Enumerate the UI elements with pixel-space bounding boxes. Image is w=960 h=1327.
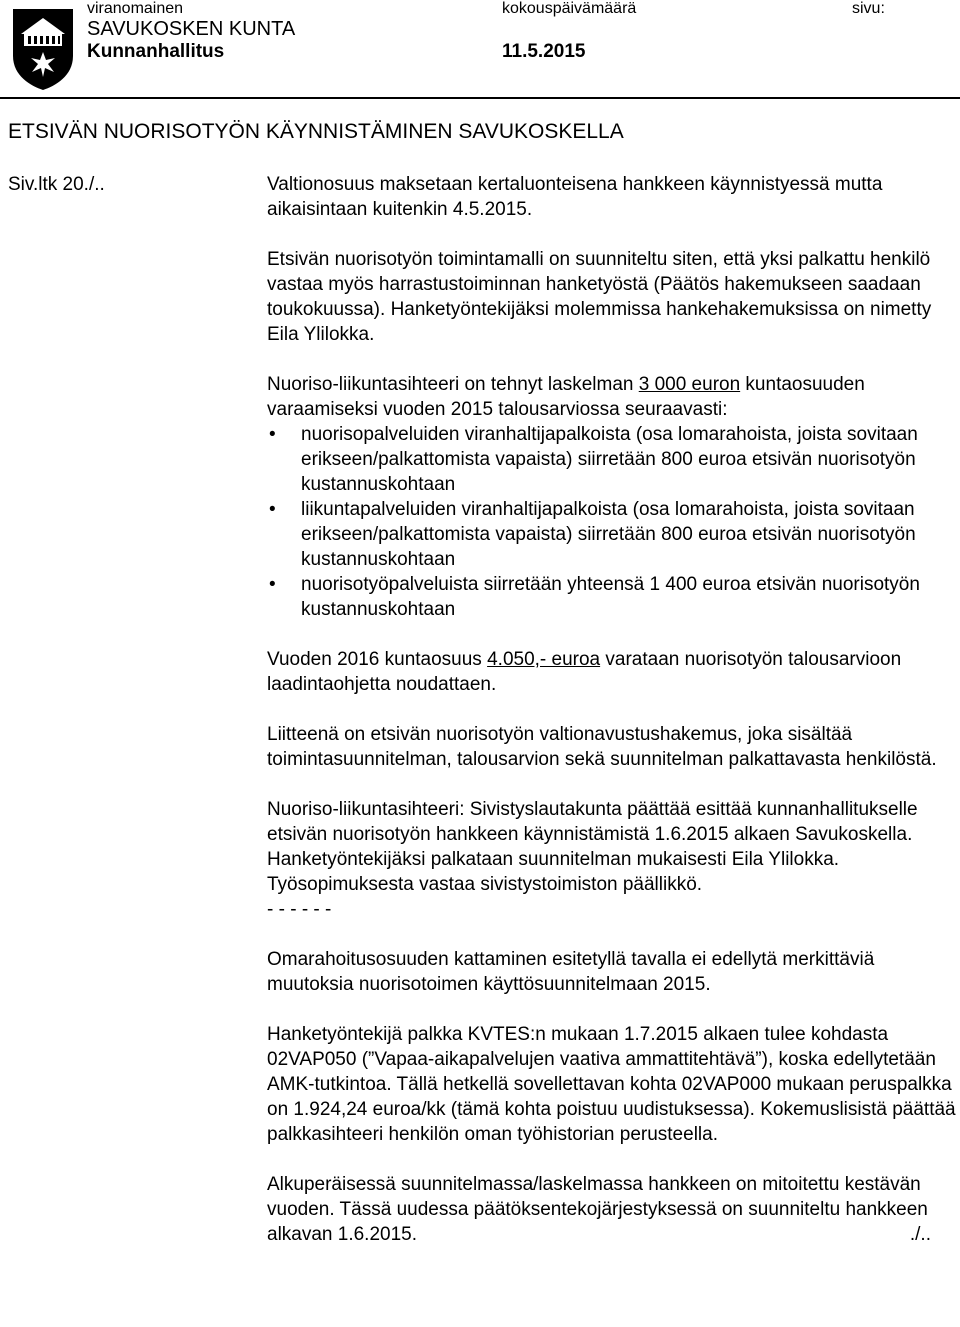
authority-label: viranomainen: [87, 0, 184, 17]
meeting-date: 11.5.2015: [502, 41, 586, 62]
list-item: • nuorisopalveluiden viranhaltijapalkoista (osa lomarahoista, joista sovitaan erikseen/palkattomista vapaista) siirretään 800 euroa etsivän nuorisotyön kustannuskohtaan: [269, 424, 918, 495]
bullet-icon: •: [269, 574, 276, 595]
page-label: sivu:: [852, 0, 885, 17]
document-body: [267, 172, 957, 1272]
paragraph-hiring: Hanketyöntekijäksi palkataan suunnitelman mukaisesti Eila Ylilokka.: [267, 849, 840, 870]
governing-body: Kunnanhallitus: [87, 41, 225, 62]
bullet-icon: •: [269, 499, 276, 520]
paragraph-operating-model: Etsivän nuorisotyön toimintamalli on suunniteltu siten, että yksi palkattu henkilö vastaa myös harrastustoiminnan hanketyöstä (Päätös hakemukseen saadaan toukokuussa). Hanketyöntekijäksi molemmissa hankehakemuksissa on nimetty Eila Ylilokka.: [267, 249, 932, 345]
list-item: • liikuntapalveluiden viranhaltijapalkoista (osa lomarahoista, joista sovitaan erikseen/palkattomista vapaista) siirretään 800 euroa etsivän nuorisotyön kustannuskohtaan: [269, 499, 916, 570]
continuation-mark: ./..: [909, 1224, 931, 1245]
bullet-icon: •: [269, 424, 276, 445]
meeting-date-label: kokouspäivämäärä: [502, 0, 637, 17]
paragraph-contract: Työsopimuksesta vastaa sivistystoimiston päällikkö.: [267, 874, 703, 895]
municipality-coat-of-arms: [10, 6, 76, 92]
paragraph-state-funding: Valtionosuus maksetaan kertaluonteisena hankkeen käynnistyessä mutta aikaisintaan kuitenkin 4.5.2015.: [267, 174, 883, 220]
allocation-list: [267, 422, 957, 622]
amount-3000: 3 000 euron: [638, 374, 741, 395]
paragraph-attachment: Liitteenä on etsivän nuorisotyön valtionavustushakemus, joka sisältää toimintasuunnitelman, talousarvion sekä suunnitelman palkattavasta henkilöstä.: [267, 724, 937, 770]
paragraph-own-funding: Omarahoitusosuuden kattaminen esitetyllä tavalla ei edellytä merkittäviä muutoksia nuorisotoimen käyttösuunnitelmaan 2015.: [267, 949, 875, 995]
amount-4050: 4.050,- euroa: [487, 649, 601, 670]
paragraph-calculation: Nuoriso-liikuntasihteeri on tehnyt laskelman 3 000 euron kuntaosuuden varaamiseksi vuoden 2015 talousarviossa seuraavasti:: [267, 374, 865, 420]
paragraph-proposal: Nuoriso-liikuntasihteeri: Sivistyslautakunta päättää esittää kunnanhallitukselle etsivän nuorisotyön hankkeen käynnistämistä 1.6.2015 alkaen Savukoskella.: [267, 799, 918, 845]
paragraph-2016-share: Vuoden 2016 kuntaosuus 4.050,- euroa varataan nuorisotyön talousarvioon laadintaohjetta noudattaen.: [267, 649, 902, 695]
list-item: • nuorisotyöpalveluista siirretään yhteensä 1 400 euroa etsivän nuorisotyön kustannuskohtaan: [269, 574, 920, 620]
case-reference: Siv.ltk 20./..: [8, 174, 105, 195]
municipality-name: SAVUKOSKEN KUNTA: [87, 18, 296, 40]
separator: - - - - - -: [267, 899, 332, 920]
paragraph-duration: Alkuperäisessä suunnitelmassa/laskelmassa hankkeen on mitoitettu kestävän vuoden. Tässä uudessa päätöksentekojärjestyksessä on suunniteltu hankkeen alkavan 1.6.2015. ./..: [267, 1174, 931, 1245]
document-title: ETSIVÄN NUORISOTYÖN KÄYNNISTÄMINEN SAVUKOSKELLA: [8, 120, 624, 143]
paragraph-salary: Hanketyöntekijä palkka KVTES:n mukaan 1.7.2015 alkaen tulee kohdasta 02VAP050 (”Vapaa-aikapalvelujen vaativa ammattitehtävä”), koska edellytetään AMK-tutkintoa. Tällä hetkellä sovellettavan kohta 02VAP000 mukaan peruspalkka on 1.924,24 euroa/kk (tämä kohta poistuu uudistuksessa). Kokemuslisistä päättää palkkasihteeri henkilön oman työhistorian perusteella.: [267, 1024, 956, 1145]
header-divider: [0, 97, 960, 99]
